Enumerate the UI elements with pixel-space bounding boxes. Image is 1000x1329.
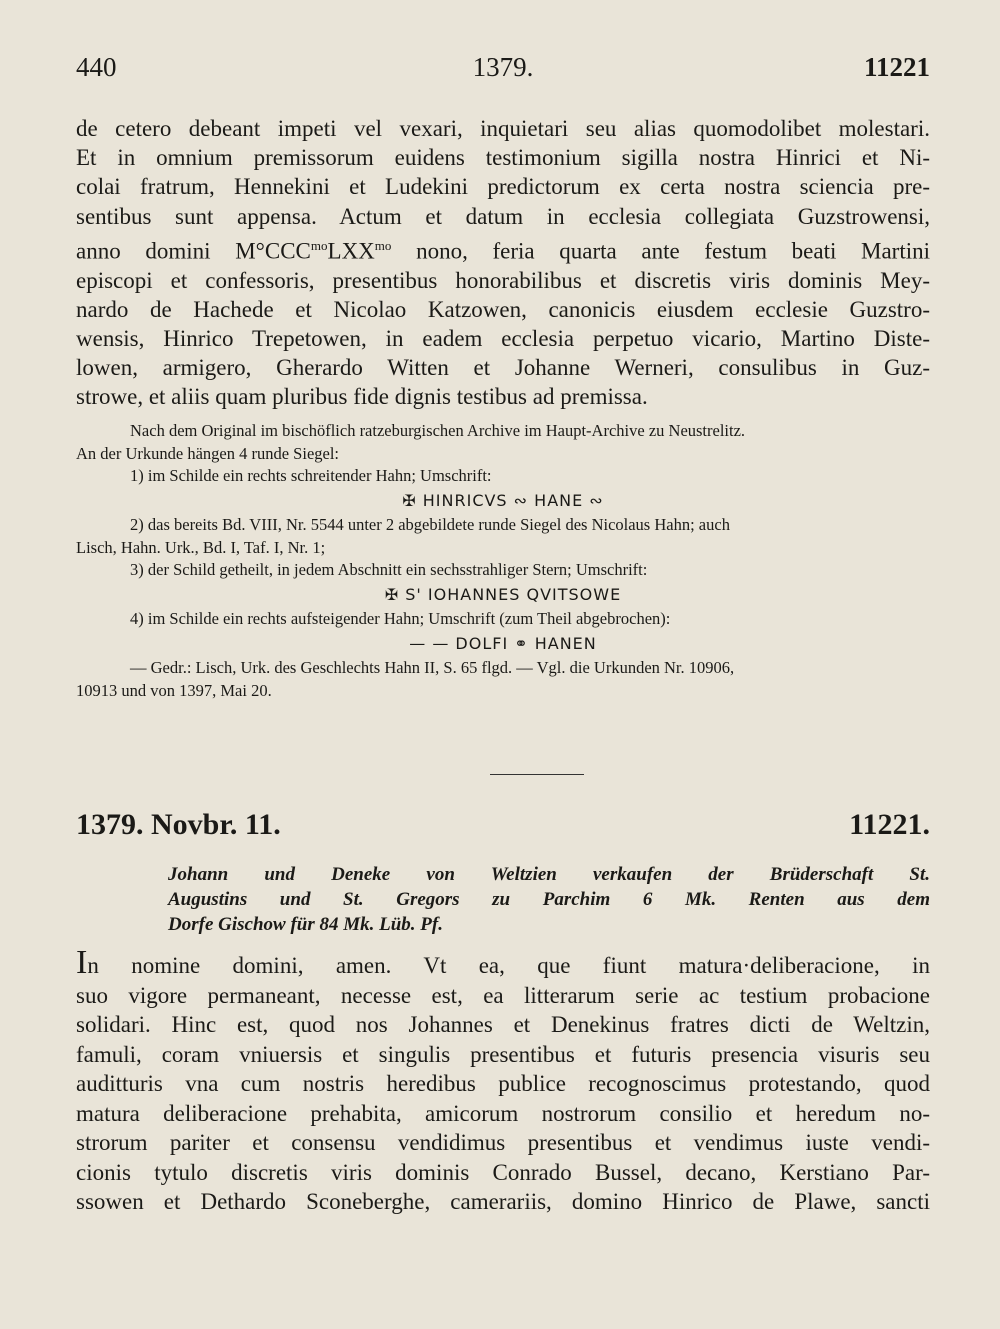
text-line: de cetero debeant impeti vel vexari, inquietari seu alias quomodolibet molestari. xyxy=(76,116,930,141)
text-line: solidari. Hinc est, quod nos Johannes et Denekinus fratres dicti de Weltzin, xyxy=(76,1012,930,1037)
document-number: 11221 xyxy=(863,52,930,82)
first-line: In nomine domini, amen. Vt ea, que fiunt matura·deliberacione, in xyxy=(76,944,930,981)
seal-legend-4: — — DOLFI ⚭ HANEN xyxy=(409,633,597,653)
text-line: famuli, coram vniuersis et singulis presentibus et futuris presencia visuris seu xyxy=(76,1041,930,1067)
text-line: lowen, armigero, Gherardo Witten et Johanne Werneri, consulibus in Guz- xyxy=(76,355,930,381)
seal-3: 3) der Schild getheilt, in jedem Abschnitt ein sechsstrahliger Stern; Umschrift: xyxy=(130,560,648,579)
seal-4: 4) im Schilde ein rechts aufsteigender Hahn; Umschrift (zum Theil abgebrochen): xyxy=(130,609,671,628)
note-source: Nach dem Original im bischöflich ratzeburgischen Archive im Haupt-Archive zu Neustrelitz. xyxy=(130,421,746,440)
editorial-notes xyxy=(76,420,930,702)
summary-line: Dorfe Gischow für 84 Mk. Lüb. Pf. xyxy=(168,914,443,935)
running-year: 1379. xyxy=(472,52,534,82)
date-line: anno domini $M^\circ CCC^{mo}LXX^{mo}$ nono, feria quarta ante festum beati Martini xyxy=(76,237,930,264)
entry-summary xyxy=(168,862,930,937)
text-line: ssowen et Dethardo Sconeberghe, camerariis, domino Hinrico de Plawe, sancti xyxy=(76,1189,930,1214)
text-line: sentibus sunt appensa. Actum et datum in ecclesia collegiata Guzstrowensi, xyxy=(76,203,930,229)
entry-number: 11221. xyxy=(849,808,930,841)
seal-2-ref: Lisch, Hahn. Urk., Bd. I, Taf. I, Nr. 1; xyxy=(76,537,326,557)
summary-line: Augustins und St. Gregors zu Parchim 6 Mk. Renten aus dem xyxy=(168,889,930,910)
page-number: 440 xyxy=(76,52,117,82)
seal-1: 1) im Schilde ein rechts schreitender Hahn; Umschrift: xyxy=(130,466,492,485)
text-line: nardo de Hachede et Nicolao Katzowen, canonicis eiusdem ecclesie Guzstro- xyxy=(76,296,930,322)
note-seals: An der Urkunde hängen 4 runde Siegel: xyxy=(76,443,340,463)
text-line: auditturis vna cum nostris heredibus publice recognoscimus protestando, quod xyxy=(76,1071,930,1096)
seal-2: 2) das bereits Bd. VIII, Nr. 5544 unter 2 abgebildete runde Siegel des Nicolaus Hahn; auch xyxy=(130,515,730,534)
text-line: cionis tytulo discretis viris dominis Conrado Bussel, decano, Kerstiano Par- xyxy=(76,1159,930,1185)
charter-text-continued xyxy=(76,114,930,412)
text-line: wensis, Hinrico Trepetowen, in eadem ecclesia perpetuo vicario, Martino Diste- xyxy=(76,326,930,352)
seal-legend-3: ✠ S' IOHANNES QVITSOWE xyxy=(384,584,622,604)
section-divider xyxy=(490,774,584,775)
summary-line: Johann und Deneke von Weltzien verkaufen der Brüderschaft St. xyxy=(168,864,930,885)
charter-text xyxy=(76,946,930,1217)
page-header xyxy=(76,52,930,92)
text-line: matura deliberacione prehabita, amicorum nostrorum consilio et heredum no- xyxy=(76,1100,930,1126)
entry-date: 1379. Novbr. 11. xyxy=(76,808,281,841)
text-line: suo vigore permaneant, necesse est, ea litterarum serie ac testium probacione xyxy=(76,982,930,1008)
initial-letter: I xyxy=(76,944,88,981)
text-line: strowe, et aliis quam pluribus fide dignis testibus ad premissa. xyxy=(76,384,648,410)
text-line: colai fratrum, Hennekini et Ludekini predictorum ex certa nostra sciencia pre- xyxy=(76,174,930,200)
print-reference-cont: 10913 und von 1397, Mai 20. xyxy=(76,680,272,700)
text-line: episcopi et confessoris, presentibus honorabilibus et discretis viris dominis Mey- xyxy=(76,267,930,293)
print-reference: — Gedr.: Lisch, Urk. des Geschlechts Hahn II, S. 65 flgd. — Vgl. die Urkunden Nr. 10906, xyxy=(130,658,735,677)
seal-legend-1: ✠ HINRICVS ∾ HANE ∾ xyxy=(402,490,604,510)
text-line: strorum pariter et consensu vendidimus presentibus et vendimus iuste vendi- xyxy=(76,1130,930,1155)
text-line: Et in omnium premissorum euidens testimonium sigilla nostra Hinrici et Ni- xyxy=(76,145,930,171)
entry-heading xyxy=(76,808,930,848)
